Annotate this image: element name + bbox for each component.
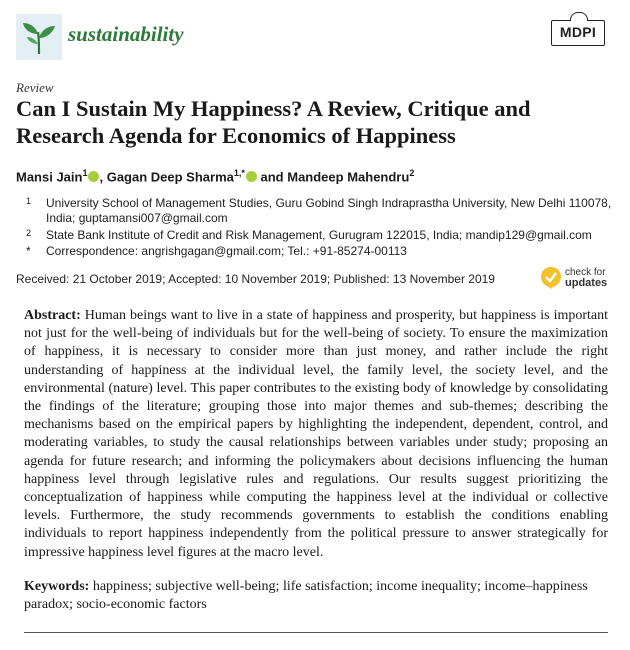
- check-for-updates-button[interactable]: [540, 266, 610, 292]
- author-name: Mandeep Mahendru: [287, 169, 410, 185]
- abstract-text: Human beings want to live in a state of happiness and prosperity, but happiness is important not just for the well-being of individuals but for the well-being of society. To ensure the maximization of happiness, it is necessary to consider more than just money, and rather include the right understanding of happiness at the individual level, the family level, the society level, and the environmental (nature) level. This paper contributes to the existing body of knowledge by consolidating the findings of the literature; grouping those into major themes and sub-themes; describing the mechanisms based on the empirical papers by highlighting the independent, dependent, control, and moderating variables, to study the causal relationships between variables under study; proposing an agenda for future research; and informing the policymakers about decisions influencing the human happiness level through legislative rules and regulations. Our results suggest prioritizing the conceptualization of happiness while computing the happiness level at the individual or collective levels. Furthermore, the study recommends governments to establish the conditions enabling individuals to report happiness independently from the political pressure to answer strategically for impressive happiness level figures at the macro level.: [24, 308, 609, 560]
- affiliation-text: State Bank Institute of Credit and Risk Management, Gurugram 122015, India; mandip129@gmail.com: [46, 228, 592, 242]
- journal-name: sustainability: [68, 22, 184, 46]
- mdpi-logo: [551, 20, 605, 46]
- affiliation-marker: *: [26, 244, 31, 258]
- abstract: [24, 307, 608, 562]
- publisher-name: MDPI: [559, 24, 597, 40]
- orcid-icon[interactable]: [246, 171, 257, 182]
- article-type: Review: [16, 80, 54, 95]
- check-updates-line2: updates: [565, 277, 608, 289]
- affiliation-marker: 1: [26, 196, 32, 206]
- keywords: [24, 578, 608, 614]
- article-title: Can I Sustain My Happiness? A Review, Critique and Research Agenda for Economics of Happiness: [16, 96, 531, 148]
- author-list: [16, 168, 616, 184]
- author-affiliation-marker: 1: [82, 168, 88, 178]
- keywords-text: happiness; subjective well-being; life satisfaction; income inequality; income–happiness paradox; socio-economic factors: [24, 579, 588, 613]
- affiliation-text: University School of Management Studies, Guru Gobind Singh Indraprastha University, New Delhi 110078, India; guptamansi007@gmail.com: [46, 196, 612, 225]
- mdpi-badge-icon: [570, 12, 588, 21]
- correspondence-text: Correspondence: angrishgagan@gmail.com; Tel.: +91-85274-00113: [46, 244, 407, 258]
- author-affiliation-marker: 2: [409, 168, 415, 178]
- sprout-logo-icon: [16, 14, 62, 60]
- author-name: Gagan Deep Sharma: [106, 169, 234, 185]
- keywords-label: Keywords:: [24, 579, 90, 594]
- abstract-label: Abstract:: [24, 308, 81, 323]
- publication-dates: Received: 21 October 2019; Accepted: 10 November 2019; Published: 13 November 2019: [16, 272, 495, 286]
- affiliation-marker: 2: [26, 228, 32, 238]
- orcid-icon[interactable]: [88, 171, 99, 182]
- author-separator: and: [256, 169, 288, 185]
- check-updates-icon: [540, 266, 562, 290]
- author-separator: ,: [99, 169, 107, 185]
- author-affiliation-marker: 1,*: [233, 168, 245, 178]
- section-divider: [24, 632, 608, 633]
- author-name: Mansi Jain: [16, 169, 83, 185]
- check-updates-line1: check for: [565, 267, 606, 278]
